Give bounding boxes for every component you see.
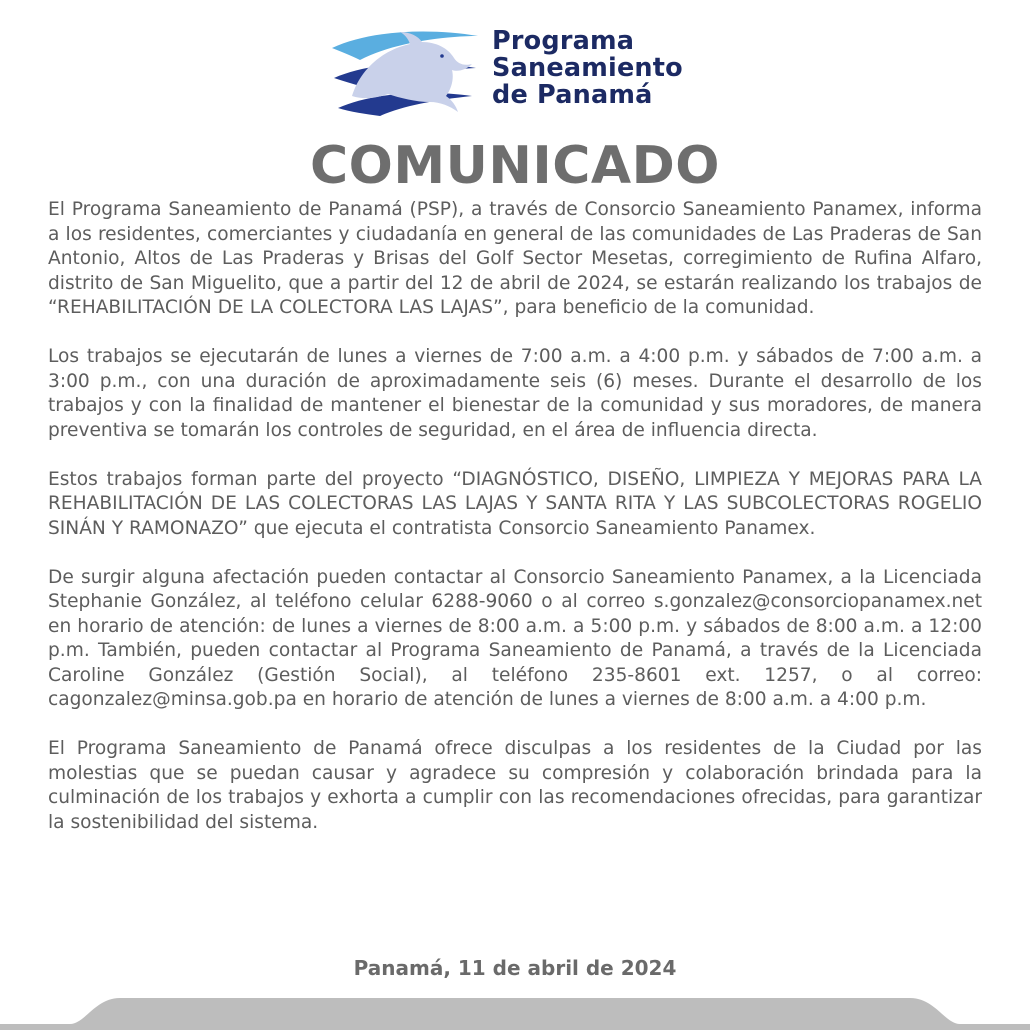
logo-wordmark — [492, 28, 683, 109]
paragraph-contact: De surgir alguna afectación pueden contactar al Consorcio Saneamiento Panamex, a la Licenciada Stephanie González, al teléfono celular 6288-9060 o al correo s.gonzalez@consorciopanamex.net en horario de atención: de lunes a viernes de 8:00 a.m. a 5:00 p.m. y sábados de 8:00 a.m. a 12:00 p.m. También, pueden contactar al Programa Saneamiento de Panamá, a través de la Licenciada Caroline González (Gestión Social), al teléfono 235-8601 ext. 1257, o al correo: cagonzalez@minsa.gob.pa en horario de atención de lunes a viernes de 8:00 a.m. a 4:00 p.m. — [48, 566, 982, 710]
paragraph-schedule: Los trabajos se ejecutarán de lunes a viernes de 7:00 a.m. a 4:00 p.m. y sábados de 7:00 a.m. a 3:00 p.m., con una duración de aproximadamente seis (6) meses. Durante el desarrollo de los trabajos y con la finalidad de mantener el bienestar de la comunidad y sus moradores, de manera preventiva se tomarán los controles de seguridad, en el área de influencia directa. — [48, 346, 982, 441]
header-logo — [330, 24, 730, 120]
dolphin-logo-icon — [330, 26, 480, 116]
logo-line-2: Saneamiento — [492, 53, 683, 83]
paragraph-apology: El Programa Saneamiento de Panamá ofrece disculpas a los residentes de la Ciudad por las molestias que se puedan causar y agradece su compresión y colaboración brindada para la culminación de los trabajos y exhorta a cumplir con las recomendaciones ofrecidas, para garantizar la sostenibilidad del sistema. — [48, 738, 982, 833]
logo-line-1: Programa — [492, 26, 635, 56]
page-title: COMUNICADO — [310, 136, 720, 196]
date-line: Panamá, 11 de abril de 2024 — [353, 956, 677, 980]
paragraph-project: Estos trabajos forman parte del proyecto “DIAGNÓSTICO, DISEÑO, LIMPIEZA Y MEJORAS PARA LA REHABILITACIÓN DE LAS COLECTORAS LAS LAJAS Y SANTA RITA Y LAS SUBCOLECTORAS ROGELIO SINÁN Y RAMONAZO” que ejecuta el contratista Consorcio Saneamiento Panamex. — [48, 468, 982, 539]
logo-line-3: de Panamá — [492, 80, 653, 110]
footer-band — [0, 996, 1030, 1030]
announcement-body — [48, 198, 982, 860]
paragraph-intro: El Programa Saneamiento de Panamá (PSP), a través de Consorcio Saneamiento Panamex, informa a los residentes, comerciantes y ciudadanía en general de las comunidades de Las Praderas de San Antonio, Altos de Las Praderas y Brisas del Golf Sector Mesetas, corregimiento de Rufina Alfaro, distrito de San Miguelito, que a partir del 12 de abril de 2024, se estarán realizando los trabajos de “REHABILITACIÓN DE LA COLECTORA LAS LAJAS”, para beneficio de la comunidad. — [48, 199, 982, 318]
